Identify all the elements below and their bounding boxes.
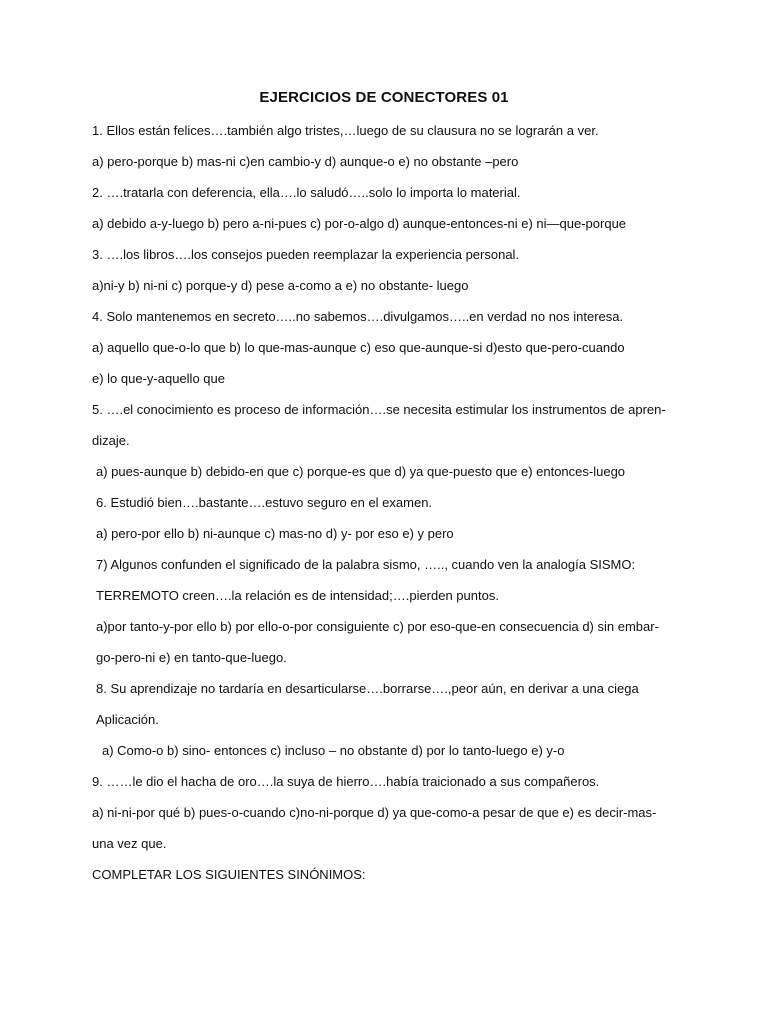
question-6-options: a) pero-por ello b) ni-aunque c) mas-no d) y- por eso e) y pero bbox=[96, 526, 454, 541]
question-7-options: a)por tanto-y-por ello b) por ello-o-por consiguiente c) por eso-que-en consecuencia d) sin embar- bbox=[96, 619, 659, 634]
question-5: 5. ….el conocimiento es proceso de información….se necesita estimular los instrumentos de apren- bbox=[92, 402, 666, 417]
question-4: 4. Solo mantenemos en secreto…..no sabemos….divulgamos…..en verdad no nos interesa. bbox=[92, 309, 624, 324]
question-3: 3. ….los libros….los consejos pueden reemplazar la experiencia personal. bbox=[92, 247, 520, 262]
question-9: 9. ……le dio el hacha de oro….la suya de hierro….había traicionado a sus compañeros. bbox=[92, 774, 600, 789]
question-8-continued: Aplicación. bbox=[96, 712, 159, 727]
question-7: 7) Algunos confunden el significado de la palabra sismo, ….., cuando ven la analogía SISMO: bbox=[96, 557, 636, 572]
question-2: 2. ….tratarla con deferencia, ella….lo saludó…..solo lo importa lo material. bbox=[92, 185, 521, 200]
question-7-continued: TERREMOTO creen….la relación es de intensidad;….pierden puntos. bbox=[96, 588, 499, 603]
question-6: 6. Estudió bien….bastante….estuvo seguro en el examen. bbox=[96, 495, 433, 510]
question-5-options: a) pues-aunque b) debido-en que c) porque-es que d) ya que-puesto que e) entonces-luego bbox=[96, 464, 626, 479]
question-5-continued: dizaje. bbox=[92, 433, 130, 448]
question-7-options-continued: go-pero-ni e) en tanto-que-luego. bbox=[96, 650, 287, 665]
question-8: 8. Su aprendizaje no tardaría en desarticularse….borrarse….,peor aún, en derivar a una ciega bbox=[96, 681, 639, 696]
section-heading-synonyms: COMPLETAR LOS SIGUIENTES SINÓNIMOS: bbox=[92, 867, 366, 882]
question-1-options: a) pero-porque b) mas-ni c)en cambio-y d) aunque-o e) no obstante –pero bbox=[92, 154, 519, 169]
question-3-options: a)ni-y b) ni-ni c) porque-y d) pese a-como a e) no obstante- luego bbox=[92, 278, 469, 293]
question-4-options-continued: e) lo que-y-aquello que bbox=[92, 371, 225, 386]
question-8-options: a) Como-o b) sino- entonces c) incluso – no obstante d) por lo tanto-luego e) y-o bbox=[102, 743, 565, 758]
question-9-options-continued: una vez que. bbox=[92, 836, 167, 851]
question-2-options: a) debido a-y-luego b) pero a-ni-pues c) por-o-algo d) aunque-entonces-ni e) ni—que-porque bbox=[92, 216, 627, 231]
question-9-options: a) ni-ni-por qué b) pues-o-cuando c)no-ni-porque d) ya que-como-a pesar de que e) es decir-mas- bbox=[92, 805, 657, 820]
document-title: EJERCICIOS DE CONECTORES 01 bbox=[259, 89, 509, 106]
question-4-options: a) aquello que-o-lo que b) lo que-mas-aunque c) eso que-aunque-si d)esto que-pero-cuando bbox=[92, 340, 625, 355]
question-1: 1. Ellos están felices….también algo tristes,…luego de su clausura no se lograrán a ver. bbox=[92, 123, 599, 138]
